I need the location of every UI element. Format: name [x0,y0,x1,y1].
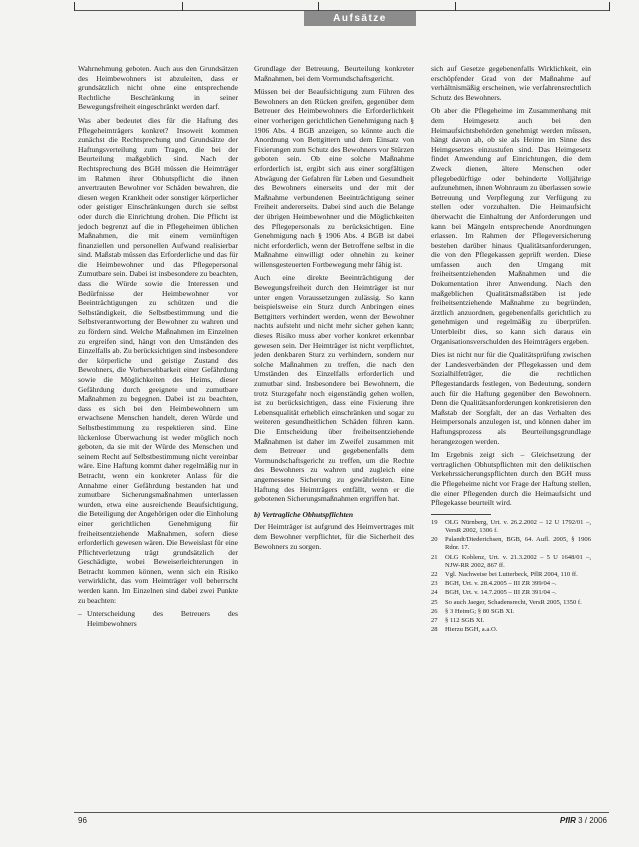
paragraph: Müssen bei der Beaufsichtigung zum Führen des Bewohners an den Rücken greifen, gegenüber dem Betreuer des Heimbewohners die Erforderlichkeit einer vorherigen gerichtlichen Genehmigung nach § 1906 Abs. 4 BGB anzeigen, so könnte auch die Anordnung von Bettgittern und dem Einsatz von Fixierungen zum Schutz des Bewohners vor Stürzen geboten sein. Ob eine solche Maßnahme erforderlich ist, ergibt sich aus einer sorgfältigen Abwägung der Gefahren für Leben und Gesundheit des Bewohners einerseits und der mit der Maßnahme verbundenen Beeinträchtigung seiner Freiheit andererseits. Dabei sind auch die Belange der übrigen Heimbewohner und die Möglichkeiten des Pflegepersonals zu berücksichtigen. Eine Genehmigung nach § 1906 Abs. 4 BGB ist dabei nicht erforderlich, wenn der Betroffene selbst in die Maßnahme einwilligt oder ohnehin zu keiner willensgesteuerten Fortbewegung mehr fähig ist. [254,87,414,269]
footnote-text: BGH, Urt. v. 14.7.2005 – III ZR 391/04 –. [445,589,557,597]
paragraph: Dies ist nicht nur für die Qualitätsprüfung zwischen der Landesverbänden der Pflegekassen und dem Sozialhilfeträger, die die rechtlichen Pflegestandards festlegen, von Bedeutung, sondern auch für die Haftung gegenüber den Bewohnern. Denn die Qualitätsanforderungen konkretisieren den Maßstab der Sorgfalt, der an das Verhalten des Heimpersonals anzulegen ist, und können daher im Haftungsprozess als Beurteilungsgrundlage herangezogen werden. [431,350,591,446]
footnote [431,580,591,588]
footnote-text: Hierzu BGH, a.a.O. [445,626,498,634]
journal-issue: 3 / 2006 [575,816,607,825]
footnote [431,608,591,616]
text-column-1 [78,64,238,632]
footnote-text: OLG Nürnberg, Urt. v. 26.2.2002 – 12 U 1792/01 –, VersR 2002, 1306 f. [445,518,591,534]
journal-name [560,816,607,825]
footnote-number: 22 [431,570,438,578]
footnote [431,536,591,552]
paragraph: Im Ergebnis zeigt sich – Gleichsetzung der vertraglichen Obhutspflichten mit den deliktischen Verkehrssicherungspflichten durch den BGH muss die Pflegeheime nicht vor Frage der Haftung stellen, die einer Pflegenden durch die Heimaufsicht und Pflegekasse beurteilt wird. [431,450,591,508]
footnote-text: Palandt/Diederichsen, BGB, 64. Aufl. 2005, § 1906 Rdnr. 17. [445,536,591,552]
footnotes [431,519,591,635]
footnote [431,617,591,625]
paragraph: Grundlage der Betreuung, Beurteilung konkreter Maßnahmen, bei dem Vormundschaftsgericht. [254,64,414,83]
crop-mark-2 [318,2,319,11]
text-column-3 [431,64,591,635]
paragraph: sich auf Gesetze gegebenenfalls Wirklichkeit, ein erschöpfender Grad von der Maßnahme auf verhältnismäßig erscheinen, wie verfahrensrechtlich Schutz des Bewohners. [431,64,591,102]
footnote-number: 19 [431,518,438,526]
paragraph: Wahrnehmung geboten. Auch aus den Grundsätzen des Heimbewohners ist abzuleiten, dass er grundsätzlich nicht ohne eine entsprechende Rechtliche Beschränkung in seiner Bewegungsfreiheit eingeschränkt werden darf. [78,64,238,112]
crop-mark-right [609,2,610,11]
footnote-number: 21 [431,553,438,561]
crop-mark-3 [455,2,456,11]
paragraph: Der Heimträger ist aufgrund des Heimvertrages mit dem Bewohner verpflichtet, für die Sicherheit des Bewohners zu sorgen. [254,522,414,551]
footnote-text: BGH, Urt. v. 28.4.2005 – III ZR 399/04 –. [445,580,557,588]
footnote [431,554,591,570]
footnote-number: 25 [431,598,438,606]
footnote-number: 24 [431,589,438,597]
footnote-number: 20 [431,536,438,544]
paragraph: Auch eine direkte Beeinträchtigung der Bewegungsfreiheit durch den Heimträger ist nur unter engen Voraussetzungen zulässig. So kann beispielsweise ein Sturz durch Anbringen eines Bettgitters verhindert werden, wenn der Bewohner nachts aufsteht und nicht mehr sicher gehen kann; dieses Risiko muss aber vorher konkret erkennbar gewesen sein. Der Heimträger ist nicht verpflichtet, jeden denkbaren Sturz zu verhindern, sondern nur solche Maßnahmen zu treffen, die nach den Umständen des Einzelfalls erforderlich und zumutbar sind. Insbesondere bei Bewohnern, die trotz Sturzgefahr noch eigenständig gehen wollen, ist zu berücksichtigen, dass eine Fixierung ihre Lebensqualität erheblich einschränken und sogar zu weiteren gesundheitlichen Schäden führen kann. Die Entscheidung über freiheitsentziehende Maßnahmen ist daher im Zweifel zusammen mit dem Betreuer und gegebenenfalls dem Vormundschaftsgericht zu treffen, um die Rechte des Bewohners zu wahren und zugleich eine angemessene Sicherung zu gewährleisten. Eine Haftung des Heimträgers entfällt, wenn er die gebotenen Sicherungsmaßnahmen ergriffen hat. [254,273,414,504]
bullet-list [78,609,238,628]
footnote-text: So auch Jaeger, Schadensrecht, VersR 2005, 1350 f. [445,598,582,606]
footnote [431,626,591,634]
footnote-number: 23 [431,580,438,588]
footnote-text: Vgl. Nachweise bei Lutterbeck, PflR 2004, 110 ff. [445,570,578,578]
footnote [431,571,591,579]
footer-rule [74,812,609,813]
footnote [431,519,591,535]
footnote-text: OLG Koblenz, Urt. v. 21.3.2002 – 5 U 1648/01 –, NJW-RR 2002, 867 ff. [445,553,591,569]
footnote-number: 28 [431,626,438,634]
paragraph: Was aber bedeutet dies für die Haftung des Pflegeheimträgers konkret? Insoweit kommen zunächst die Rechtsprechung und Grundsätze der Haftungsverteilung zum Tragen, die bei der Beurteilung maßgeblich sind. Nach der Rechtsprechung des BGH müssen die Heimträger im Rahmen ihrer Obhutspflicht die ihnen anvertrauten Bewohner vor Schäden bewahren, die diesen wegen Krankheit oder sonstiger körperlicher oder geistiger Einschränkungen durch sie selbst oder durch die Einrichtung drohen. Die Pflicht ist jedoch begrenzt auf die in Pflegeheimen üblichen Maßnahmen, die mit einem vernünftigen finanziellen und personellen Aufwand realisierbar sind. Maßstab müssen das Erforderliche und das für die Heimbewohner und das Pflegepersonal Zumutbare sein. Dabei ist insbesondere zu beachten, dass die Würde sowie die Interessen und Bedürfnisse der Heimbewohner vor Beeinträchtigungen zu schützen und die Selbständigkeit, die Selbstbestimmung und die Selbstverantwortung der Bewohner zu wahren und zu fördern sind. Welche Maßnahmen im Einzelnen zu ergreifen sind, hängt von den Umständen des Einzelfalls ab. Zu berücksichtigen sind insbesondere der körperliche und geistige Zustand des Bewohners, die Vorhersehbarkeit einer Gefährdung sowie die Möglichkeiten des Heims, dieser Gefährdung durch geeignete und zumutbare Maßnahmen zu begegnen. Dabei ist zu beachten, dass es sich bei den Heimbewohnern um erwachsene Menschen handelt, deren Würde und Selbstbestimmung zu respektieren sind. Eine lückenlose Überwachung ist weder möglich noch geboten, da sie mit der Würde des Menschen und seinem Recht auf Selbstbestimmung nicht vereinbar wäre. Eine Haftung kommt daher regelmäßig nur in Betracht, wenn ein konkreter Anlass für die Annahme einer Gefährdung bestanden hat und zumutbare Sicherungsmaßnahmen unterlassen wurden, etwa eine ausreichende Beaufsichtigung, die Beteiligung der Angehörigen oder die Einholung einer gerichtlichen Genehmigung für freiheitsentziehende Maßnahmen, sofern diese erforderlich gewesen wären. Die Beweislast für eine Pflichtverletzung trägt grundsätzlich der Geschädigte, wobei Beweiserleichterungen in Betracht kommen können, wenn sich ein Risiko verwirklicht, das vom Heimträger voll beherrscht werden kann. Im Einzelnen sind dabei zwei Punkte zu beachten: [78,115,238,605]
footnote-number: 26 [431,607,438,615]
paragraph: Ob aber die Pflegeheime im Zusammenhang mit dem Heimgesetz auch bei den Heimaufsichtsbehörden genehmigt werden müssen, hängt davon ab, ob sie als Heime im Sinne des Heimgesetzes einzustufen sind. Das Heimgesetz findet Anwendung auf Einrichtungen, die dem Zweck dienen, ältere Menschen oder pflegebedürftige oder behinderte Volljährige aufzunehmen, ihnen Wohnraum zu überlassen sowie Betreuung und Verpflegung zur Verfügung zu stellen oder vorzuhalten. Die Heimaufsicht überwacht die Einhaltung der Anforderungen und kann bei Mängeln entsprechende Anordnungen erlassen. Im Rahmen der Pflegeversicherung bestehen darüber hinaus Qualitätsanforderungen, die von den Pflegekassen geprüft werden. Diese umfassen auch den Umgang mit freiheitsentziehenden Maßnahmen und die Dokumentation ihrer Anwendung. Nach den maßgeblichen Qualitätsmaßstäben ist jede freiheitsentziehende Maßnahme zu begründen, ärztlich anzuordnen, gegebenenfalls gerichtlich zu genehmigen und regelmäßig zu überprüfen. Unterbleibt dies, so kann sich daraus ein Organisationsverschulden des Heimträgers ergeben. [431,106,591,346]
section-label: Aufsätze [304,11,416,26]
footnote [431,599,591,607]
crop-mark-1 [182,2,183,11]
footnote-rule [431,514,491,515]
journal-title: PfIR [559,816,576,825]
footnote [431,589,591,597]
page-number: 96 [78,816,87,825]
crop-mark-left [74,2,75,11]
footnote-text: § 3 HeimG; § 80 SGB XI. [445,607,515,615]
list-item: – Unterscheidung des Betreuers des Heimbewohners [78,609,238,628]
footnote-text: § 112 SGB XI. [445,616,485,624]
subheading: b) Vertragliche Obhutspflichten [254,509,354,519]
text-column-2 [254,64,414,555]
footnote-number: 27 [431,616,438,624]
